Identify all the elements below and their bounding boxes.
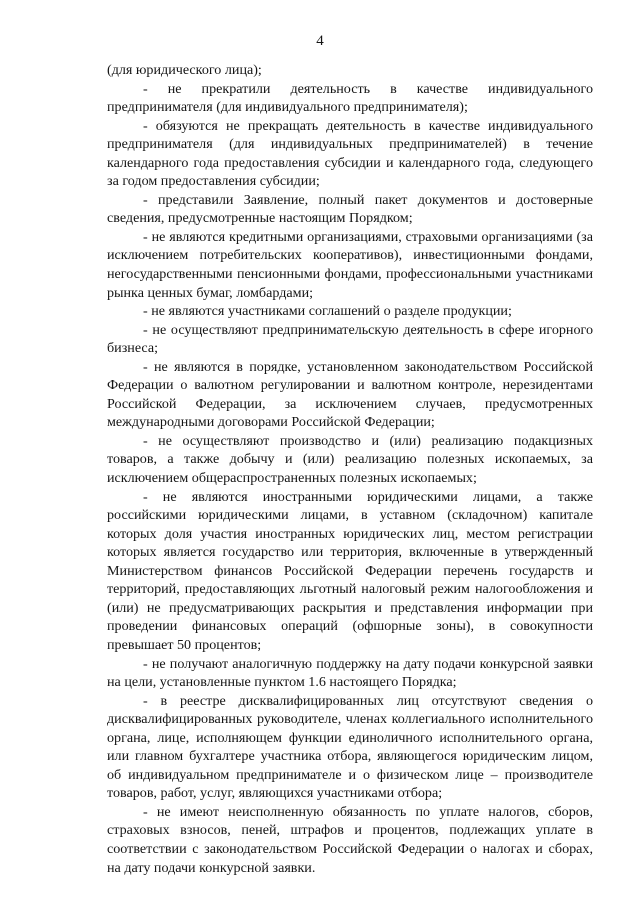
paragraph-not-credit-organizations: - не являются кредитными организациями, страховыми организациями (за исключением потребительских кооперативов), инвестиционными фондами, негосударственными пенсионными фондами, профессиональными участниками рынка ценных бумаг, ломбардами; [107,228,593,301]
paragraph-not-gambling: - не осуществляют предпринимательскую деятельность в сфере игорного бизнеса; [107,321,593,357]
paragraph-no-similar-support: - не получают аналогичную поддержку на дату подачи конкурсной заявки на цели, установленные пунктом 1.6 настоящего Порядка; [107,655,593,691]
paragraph-not-foreign-entities: - не являются иностранными юридическими лицами, а также российскими юридическими лицами, в уставном (складочном) капитале которых доля участия иностранных юридических лиц, местом регистрации которых является государство или территория, включенные в утвержденный Министерством финансов Российской Федерации перечень государств и территорий, предоставляющих льготный налоговый режим налогообложения и (или) не предусматривающих раскрытия и представления информации при проведении финансовых операций (офшорные зоны), в совокупности превышает 50 процентов; [107,488,593,653]
paragraph-legal-entity-note: (для юридического лица); [107,62,262,78]
paragraph-not-nonresidents: - не являются в порядке, установленном законодательством Российской Федерации о валютном регулировании и валютном контроле, нерезидентами Российской Федерации, за исключением случаев, предусмотренных международными договорами Российской Федерации; [107,358,593,431]
paragraph-no-tax-debts: - не имеют неисполненную обязанность по уплате налогов, сборов, страховых взносов, пеней, штрафов и процентов, подлежащих уплате в соответствии с законодательством Российской Федерации о налогах и сборах, на дату подачи конкурсной заявки. [107,803,593,876]
paragraph-not-ceased-activity: - не прекратили деятельность в качестве индивидуального предпринимателя (для индивидуального предпринимателя); [107,80,593,116]
document-body [107,61,593,877]
paragraph-not-production-sharing: - не являются участниками соглашений о разделе продукции; [143,303,512,320]
paragraph-submitted-application: - представили Заявление, полный пакет документов и достоверные сведения, предусмотренные настоящим Порядком; [107,191,593,227]
paragraph-commit-not-to-cease: - обязуются не прекращать деятельность в качестве индивидуального предпринимателя (для индивидуальных предпринимателей) в течение календарного года предоставления субсидии и календарного года, следующего за годом предоставления субсидии; [107,117,593,190]
paragraph-disqualified-registry: - в реестре дисквалифицированных лиц отсутствуют сведения о дисквалифицированных руководителе, членах коллегиального исполнительного органа, лице, исполняющем функции единоличного исполнительного органа, или главном бухгалтере участника отбора, являющегося юридическим лицом, об индивидуальном предпринимателе и о физическом лице – производителе товаров, работ, услуг, являющихся участниками отбора; [107,692,593,802]
page-number: 4 [316,33,324,49]
paragraph-not-excise-goods: - не осуществляют производство и (или) реализацию подакцизных товаров, а также добычу и (или) реализацию полезных ископаемых, за исключением общераспространенных полезных ископаемых; [107,432,593,487]
